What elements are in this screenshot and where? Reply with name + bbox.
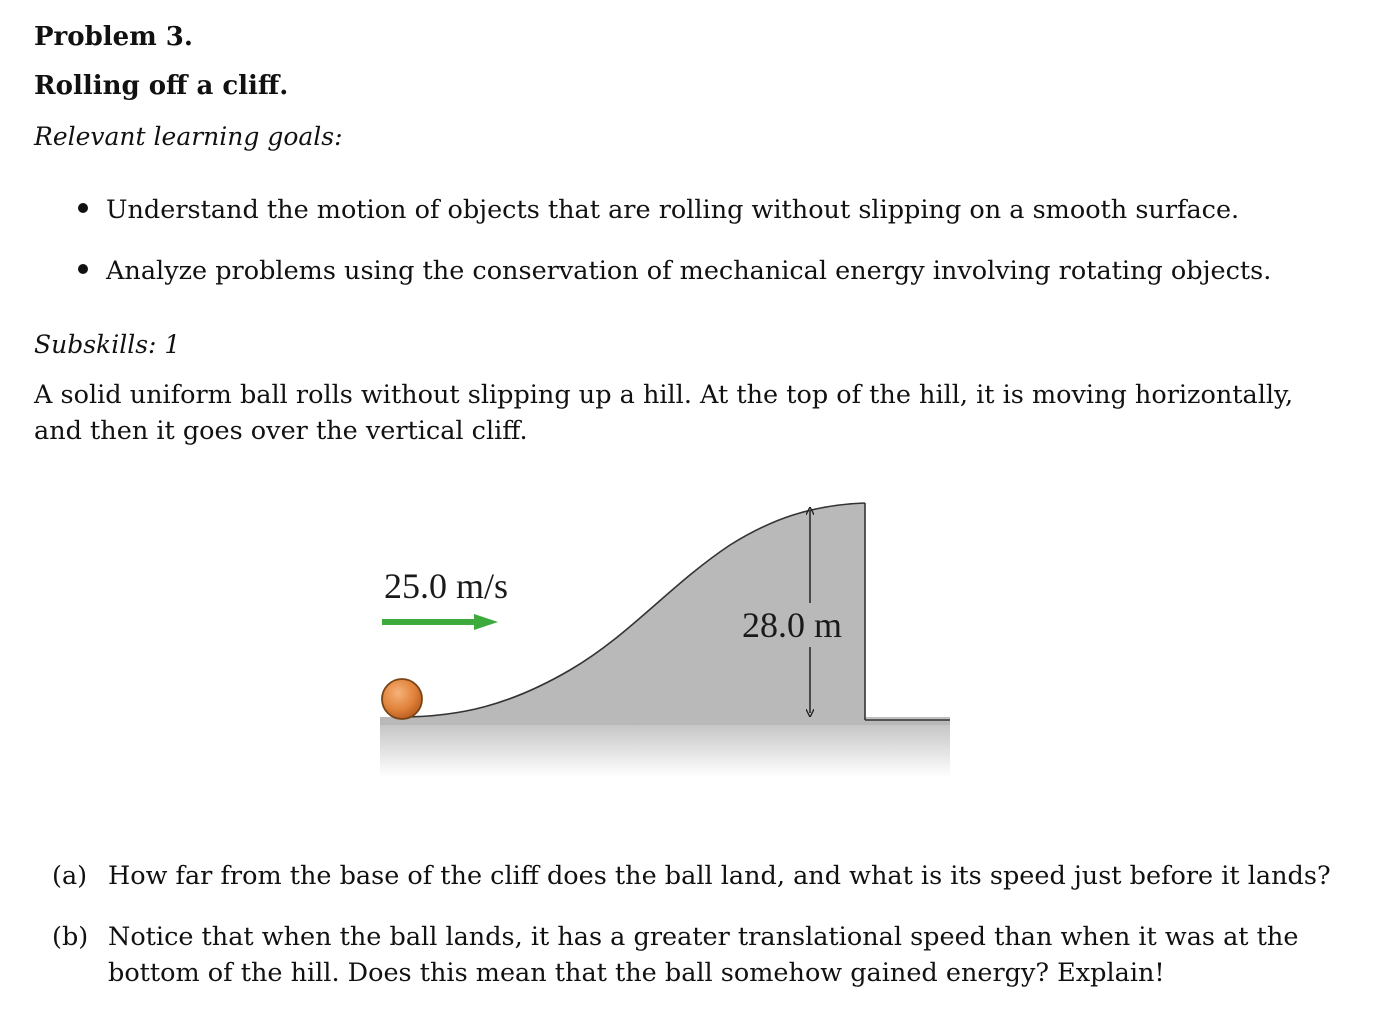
question-label: (a) [52, 861, 88, 891]
question-b [52, 919, 1352, 991]
ball [382, 679, 422, 719]
hill-cliff-figure [370, 485, 970, 785]
ground-shading [380, 717, 950, 777]
question-text: Notice that when the ball lands, it has a greater translational speed than when it was at the [108, 922, 1299, 952]
height-label: 28.0 m [742, 605, 843, 645]
learning-goals-heading: Relevant learning goals: [34, 122, 343, 151]
description-line: A solid uniform ball rolls without slipping up a hill. At the top of the hill, it is moving horizontally, [34, 380, 1294, 410]
question-label: (b) [52, 922, 89, 952]
goal-item [78, 195, 1239, 225]
question-text: How far from the base of the cliff does the ball land, and what is its speed just before it lands? [108, 861, 1331, 891]
question-a [52, 858, 1352, 894]
goal-item [78, 256, 1271, 286]
velocity-arrow-icon [474, 614, 498, 630]
subskills-label: Subskills: 1 [34, 330, 181, 359]
goal-text: Understand the motion of objects that are rolling without slipping on a smooth surface. [106, 195, 1240, 225]
bullet-icon [78, 203, 88, 213]
problem-subtitle: Rolling off a cliff. [34, 71, 289, 101]
description-line: and then it goes over the vertical cliff. [34, 416, 528, 446]
bullet-icon [78, 264, 88, 274]
problem-title: Problem 3. [34, 22, 193, 52]
speed-label: 25.0 m/s [384, 566, 509, 606]
goal-text: Analyze problems using the conservation of mechanical energy involving rotating objects. [106, 256, 1272, 286]
question-text: bottom of the hill. Does this mean that the ball somehow gained energy? Explain! [108, 958, 1165, 988]
